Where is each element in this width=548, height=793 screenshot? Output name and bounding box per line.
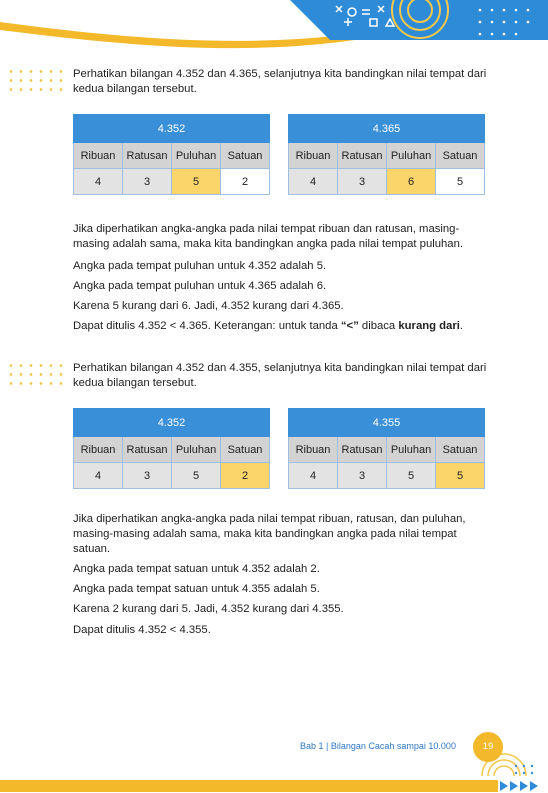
value-puluhan: 5 xyxy=(387,463,436,489)
header-ribuan: Ribuan xyxy=(74,437,123,463)
table-title: 4.352 xyxy=(74,115,270,143)
value-ratusan: 3 xyxy=(338,463,387,489)
header-ribuan: Ribuan xyxy=(289,143,338,169)
notation-text: Dapat ditulis 4.352 < 4.365. Keterangan: untuk tanda xyxy=(73,320,341,332)
place-value-table-4355 xyxy=(288,408,485,489)
value-satuan: 2 xyxy=(221,169,270,195)
statement-line: Angka pada tempat satuan untuk 4.352 adalah 2. xyxy=(73,563,320,575)
less-than-term: kurang dari xyxy=(398,320,460,332)
header-puluhan: Puluhan xyxy=(172,143,221,169)
statement-line: Angka pada tempat puluhan untuk 4.352 adalah 5. xyxy=(73,260,327,272)
value-puluhan: 5 xyxy=(172,463,221,489)
header-ratusan: Ratusan xyxy=(338,143,387,169)
header-puluhan: Puluhan xyxy=(387,143,436,169)
header-satuan: Satuan xyxy=(221,143,270,169)
place-value-table-4352 xyxy=(73,114,270,195)
intro-paragraph-1: Perhatikan bilangan 4.352 dan 4.365, selanjutnya kita bandingkan nilai tempat dari kedua bilangan tersebut. xyxy=(73,68,487,95)
header-puluhan: Puluhan xyxy=(172,437,221,463)
header-puluhan: Puluhan xyxy=(387,437,436,463)
decorative-dots xyxy=(6,67,66,93)
value-ribuan: 4 xyxy=(289,463,338,489)
header-satuan: Satuan xyxy=(436,437,485,463)
value-ratusan: 3 xyxy=(338,169,387,195)
decorative-dots xyxy=(6,361,66,387)
value-ribuan: 4 xyxy=(289,169,338,195)
value-satuan: 5 xyxy=(436,463,485,489)
statement-line: Angka pada tempat satuan untuk 4.355 adalah 5. xyxy=(73,583,320,595)
header-satuan: Satuan xyxy=(436,143,485,169)
notation-line xyxy=(73,319,489,334)
notation-text: dibaca xyxy=(358,320,399,332)
footer-decoration xyxy=(0,740,548,793)
less-than-symbol: “<” xyxy=(340,320,359,332)
notation-text: . xyxy=(459,320,464,332)
header-ribuan: Ribuan xyxy=(74,143,123,169)
page-number: 19 xyxy=(473,732,503,762)
statement-line: Angka pada tempat puluhan untuk 4.365 adalah 6. xyxy=(73,280,327,292)
conclusion-line: Karena 2 kurang dari 5. Jadi, 4.352 kurang dari 4.355. xyxy=(73,603,344,615)
notation-line: Dapat ditulis 4.352 < 4.355. xyxy=(73,624,211,636)
explanation-paragraph-1: Jika diperhatikan angka-angka pada nilai tempat ribuan dan ratusan, masing-masing adalah sama, maka kita bandingkan angka pada nilai tempat puluhan. xyxy=(73,223,464,250)
table-title: 4.352 xyxy=(74,409,270,437)
explanation-paragraph-2: Jika diperhatikan angka-angka pada nilai tempat ribuan, ratusan, dan puluhan, masing-masing adalah sama, maka kita bandingkan angka pada nilai tempat satuan. xyxy=(73,513,466,555)
value-satuan: 5 xyxy=(436,169,485,195)
header-satuan: Satuan xyxy=(221,437,270,463)
value-ribuan: 4 xyxy=(74,169,123,195)
conclusion-line: Karena 5 kurang dari 6. Jadi, 4.352 kurang dari 4.365. xyxy=(73,300,344,312)
value-ribuan: 4 xyxy=(74,463,123,489)
table-title: 4.365 xyxy=(289,115,485,143)
place-value-table-4365 xyxy=(288,114,485,195)
header-ratusan: Ratusan xyxy=(338,437,387,463)
chapter-footer: Bab 1 | Bilangan Cacah sampai 10.000 xyxy=(300,741,456,751)
value-ratusan: 3 xyxy=(123,463,172,489)
value-puluhan: 5 xyxy=(172,169,221,195)
header-ribuan: Ribuan xyxy=(289,437,338,463)
header-ratusan: Ratusan xyxy=(123,437,172,463)
header-ratusan: Ratusan xyxy=(123,143,172,169)
header-decoration xyxy=(0,0,548,60)
intro-paragraph-2: Perhatikan bilangan 4.352 dan 4.355, selanjutnya kita bandingkan nilai tempat dari kedua bilangan tersebut. xyxy=(73,362,487,389)
place-value-table-4352 xyxy=(73,408,270,489)
table-title: 4.355 xyxy=(289,409,485,437)
value-ratusan: 3 xyxy=(123,169,172,195)
value-satuan: 2 xyxy=(221,463,270,489)
value-puluhan: 6 xyxy=(387,169,436,195)
